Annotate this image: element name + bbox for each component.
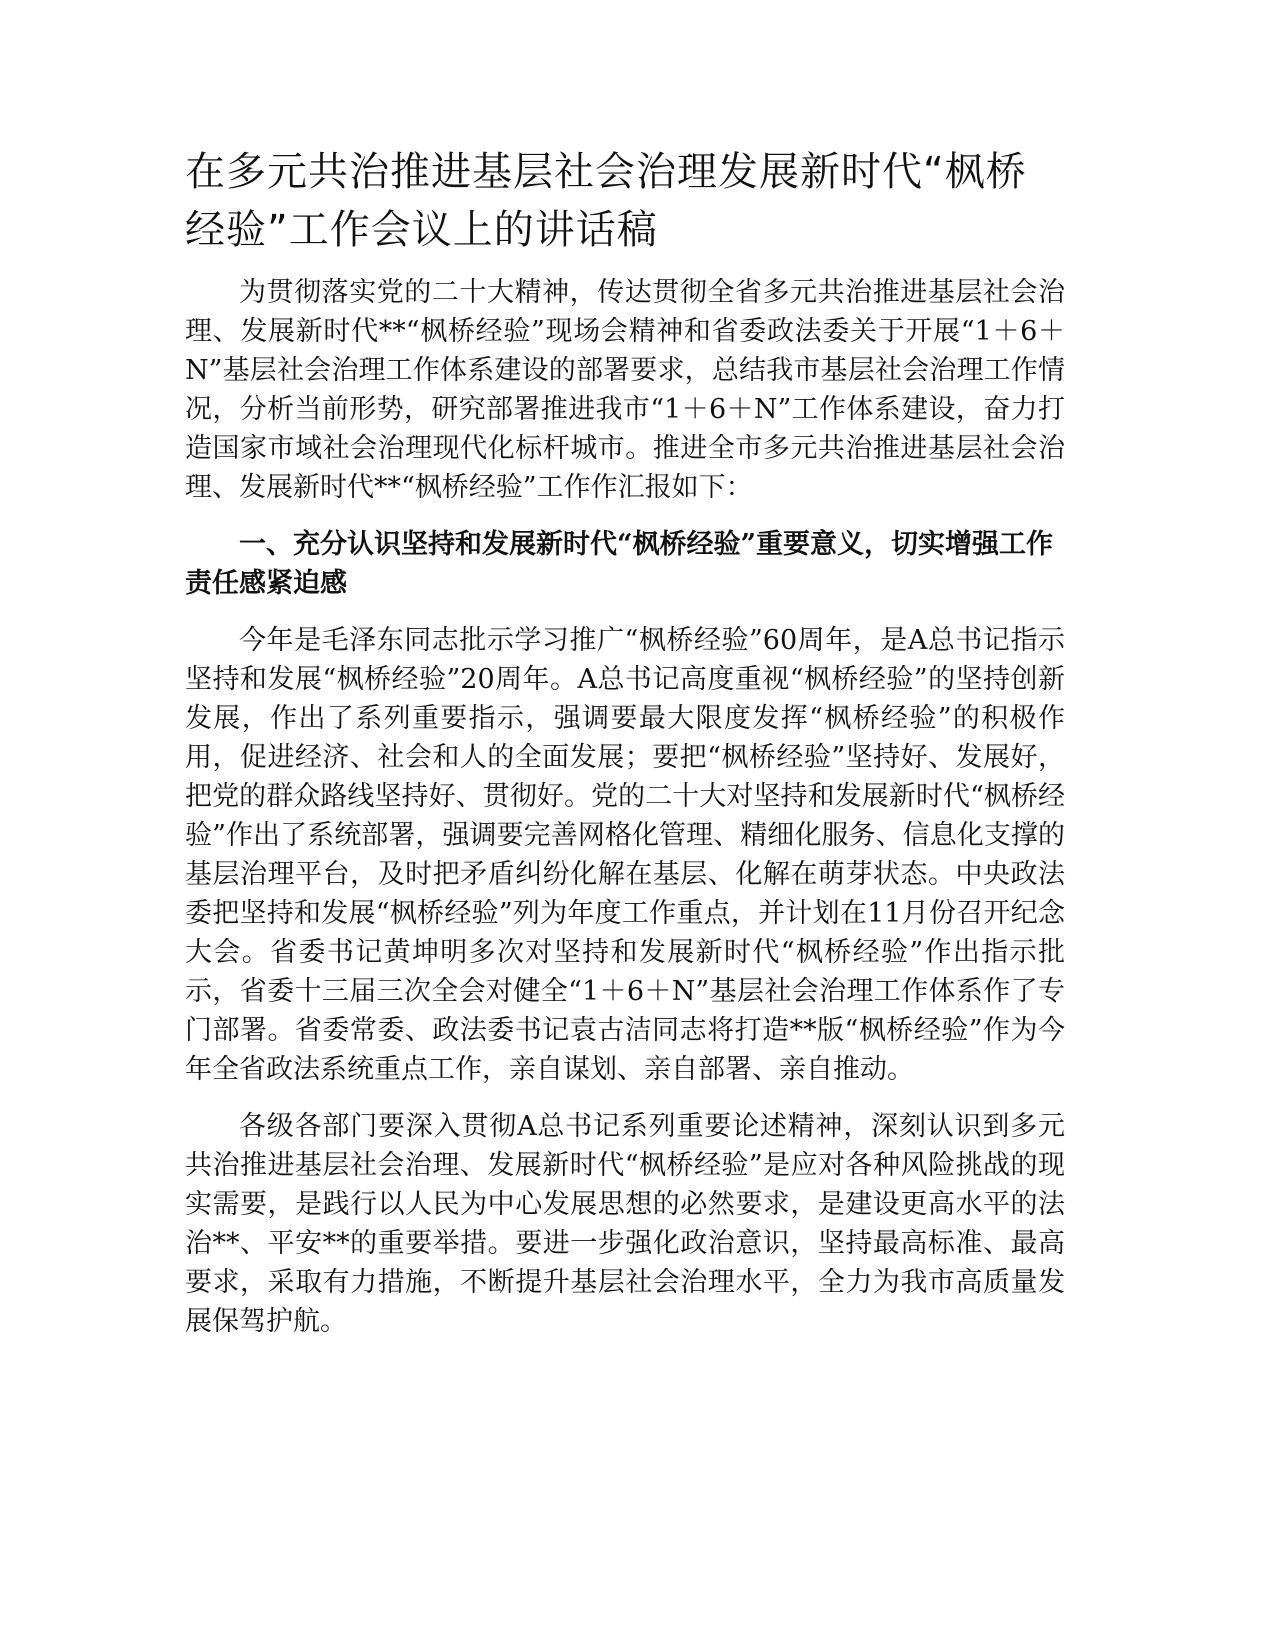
intro-paragraph: 为贯彻落实党的二十大精神，传达贯彻全省多元共治推进基层社会治理、发展新时代**“枫桥经验”现场会精神和省委政法委关于开展“1＋6＋N”基层社会治理工作体系建设的部署要求，总结我市基层社会治理工作情况，分析当前形势，研究部署推进我市“1＋6＋N”工作体系建设，奋力打造国家市域社会治理现代化标杆城市。推进全市多元共治推进基层社会治理、发展新时代**“枫桥经验”工作作汇报如下： — [185, 277, 1065, 503]
body-paragraph-2: 各级各部门要深入贯彻A总书记系列重要论述精神，深刻认识到多元共治推进基层社会治理、发展新时代“枫桥经验”是应对各种风险挑战的现实需要，是践行以人民为中心发展思想的必然要求，是建设更高水平的法治**、平安**的重要举措。要进一步强化政治意识，坚持最高标准、最高要求，采取有力措施，不断提升基层社会治理水平，全力为我市高质量发展保驾护航。 — [185, 1111, 1065, 1337]
document-page — [185, 143, 1065, 1359]
body-paragraph-1: 今年是毛泽东同志批示学习推广“枫桥经验”60周年，是A总书记指示坚持和发展“枫桥经验”20周年。A总书记高度重视“枫桥经验”的坚持创新发展，作出了系列重要指示，强调要最大限度发挥“枫桥经验”的积极作用，促进经济、社会和人的全面发展；要把“枫桥经验”坚持好、发展好，把党的群众路线坚持好、贯彻好。党的二十大对坚持和发展新时代“枫桥经验”作出了系统部署，强调要完善网格化管理、精细化服务、信息化支撑的基层治理平台，及时把矛盾纠纷化解在基层、化解在萌芽状态。中央政法委把坚持和发展“枫桥经验”列为年度工作重点，并计划在11月份召开纪念大会。省委书记黄坤明多次对坚持和发展新时代“枫桥经验”作出指示批示，省委十三届三次全会对健全“1＋6＋N”基层社会治理工作体系作了专门部署。省委常委、政法委书记袁古洁同志将打造**版“枫桥经验”作为今年全省政法系统重点工作，亲自谋划、亲自部署、亲自推动。 — [185, 625, 1065, 1085]
document-title: 在多元共治推进基层社会治理发展新时代“枫桥经验”工作会议上的讲话稿 — [185, 149, 1027, 253]
section-heading-1: 一、充分认识坚持和发展新时代“枫桥经验”重要意义，切实增强工作责任感紧迫感 — [185, 529, 1054, 599]
